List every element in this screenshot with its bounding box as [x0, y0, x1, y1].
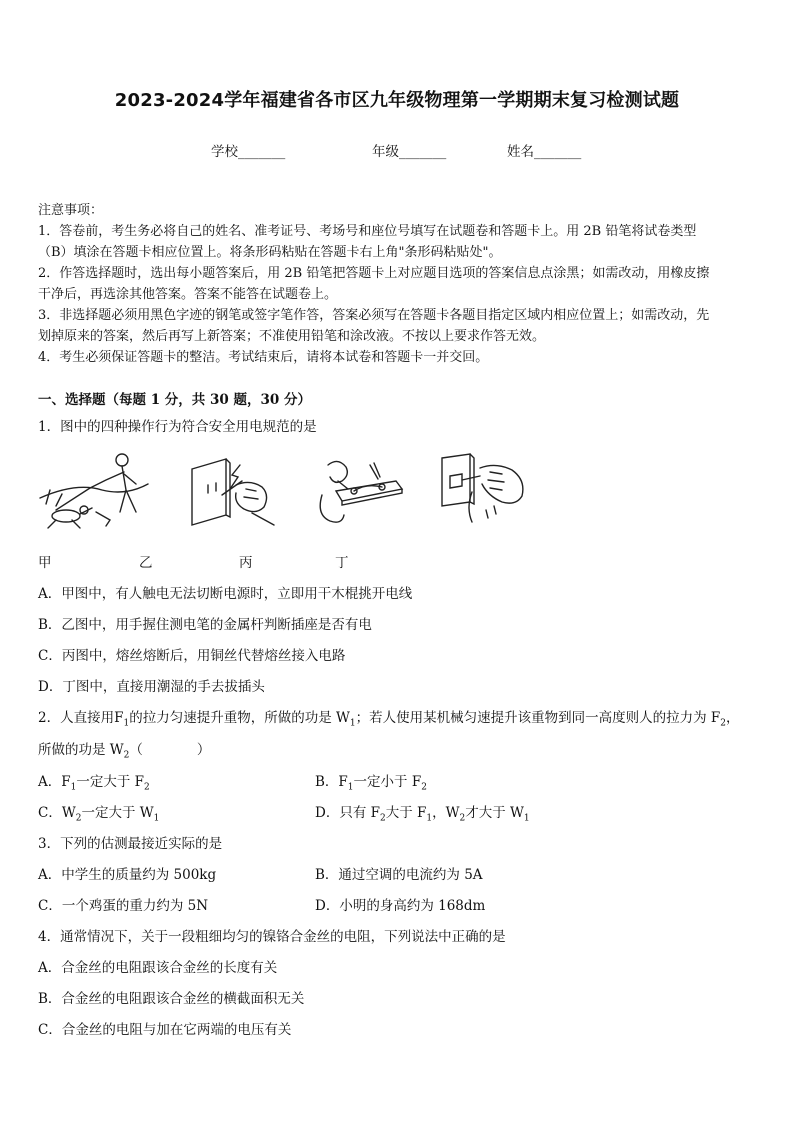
notice-line: 4．考生必须保证答题卡的整洁。考试结束后，请将本试卷和答题卡一并交回。 [38, 350, 489, 365]
q1-option-c[interactable]: C．丙图中，熔丝熔断后，用铜丝代替熔丝接入电路 [38, 648, 346, 664]
school-field[interactable]: 学校_______ [211, 144, 286, 160]
figure-jia-illustration [36, 450, 156, 532]
question-1-stem: 1．图中的四种操作行为符合安全用电规范的是 [38, 419, 317, 435]
figure-yi-illustration [186, 455, 276, 530]
grade-field[interactable]: 年级_______ [372, 144, 447, 160]
notice-line: 2．作答选择题时，选出每小题答案后，用 2B 铅笔把答题卡上对应题目选项的答案信息点涂黑；如需改动，用橡皮擦 [38, 266, 710, 281]
figure-label-ding: 丁 [335, 555, 349, 571]
q2-option-c[interactable]: C．$W_2$一定大于 $W_1$ [38, 805, 160, 824]
figure-label-bing: 丙 [239, 555, 253, 571]
notice-line: 3．非选择题必须用黑色字迹的钢笔或签字笔作答，答案必须写在答题卡各题目指定区域内相应位置上；如需改动，先 [38, 308, 710, 323]
notice-line: 干净后，再选涂其他答案。答案不能答在试题卷上。 [38, 287, 338, 302]
page-title: 2023-2024学年福建省各市区九年级物理第一学期期末复习检测试题 [114, 90, 680, 111]
q3-option-c[interactable]: C．一个鸡蛋的重力约为 5N [38, 898, 209, 914]
notice-line: （B）填涂在答题卡相应位置上。将条形码粘贴在答题卡右上角"条形码粘贴处"。 [38, 245, 502, 260]
q1-option-a[interactable]: A．甲图中，有人触电无法切断电源时，立即用干木棍挑开电线 [38, 586, 413, 602]
question-2-stem-line2: 所做的功是 $W_2$（ ） [38, 742, 211, 761]
q3-option-b[interactable]: B．通过空调的电流约为 5A [315, 867, 483, 883]
q2-option-d[interactable]: D．只有 $F_2$大于 $F_1$，$W_2$才大于 $W_1$ [315, 805, 530, 824]
q3-option-d[interactable]: D．小明的身高约为 168dm [315, 898, 486, 914]
q4-option-b[interactable]: B．合金丝的电阻跟该合金丝的横截面积无关 [38, 991, 305, 1007]
q1-option-b[interactable]: B．乙图中，用手握住测电笔的金属杆判断插座是否有电 [38, 617, 372, 633]
notice-line: 1．答卷前，考生务必将自己的姓名、准考证号、考场号和座位号填写在试题卷和答题卡上。用 2B 铅笔将试卷类型 [38, 224, 697, 239]
q4-option-a[interactable]: A．合金丝的电阻跟该合金丝的长度有关 [38, 960, 278, 976]
figure-label-yi: 乙 [139, 555, 153, 571]
question-2-stem: 2．人直接用$F_1$的拉力匀速提升重物，所做的功是 $W_1$；若人使用某机械匀速提升该重物到同一高度则人的拉力为 $F_2$， [38, 710, 740, 729]
name-field[interactable]: 姓名_______ [507, 144, 582, 160]
notice-heading: 注意事项： [38, 203, 104, 218]
section-heading: 一、选择题（每题 1 分，共 30 题，30 分） [38, 392, 311, 408]
q2-option-b[interactable]: B．$F_1$一定小于 $F_2$ [315, 774, 427, 793]
question-4-stem: 4．通常情况下，关于一段粗细均匀的镍铬合金丝的电阻，下列说法中正确的是 [38, 929, 506, 945]
q1-option-d[interactable]: D．丁图中，直接用潮湿的手去拔插头 [38, 679, 265, 695]
question-3-stem: 3．下列的估测最接近实际的是 [38, 836, 223, 852]
q2-option-a[interactable]: A．$F_1$一定大于 $F_2$ [38, 774, 150, 793]
q3-option-a[interactable]: A．中学生的质量约为 500kg [38, 867, 217, 883]
q4-option-c[interactable]: C．合金丝的电阻与加在它两端的电压有关 [38, 1022, 292, 1038]
figure-label-jia: 甲 [38, 555, 52, 571]
figure-bing-illustration [312, 455, 407, 527]
figure-ding-illustration [436, 452, 531, 524]
notice-line: 划掉原来的答案，然后再写上新答案；不准使用铅笔和涂改液。不按以上要求作答无效。 [38, 329, 546, 344]
